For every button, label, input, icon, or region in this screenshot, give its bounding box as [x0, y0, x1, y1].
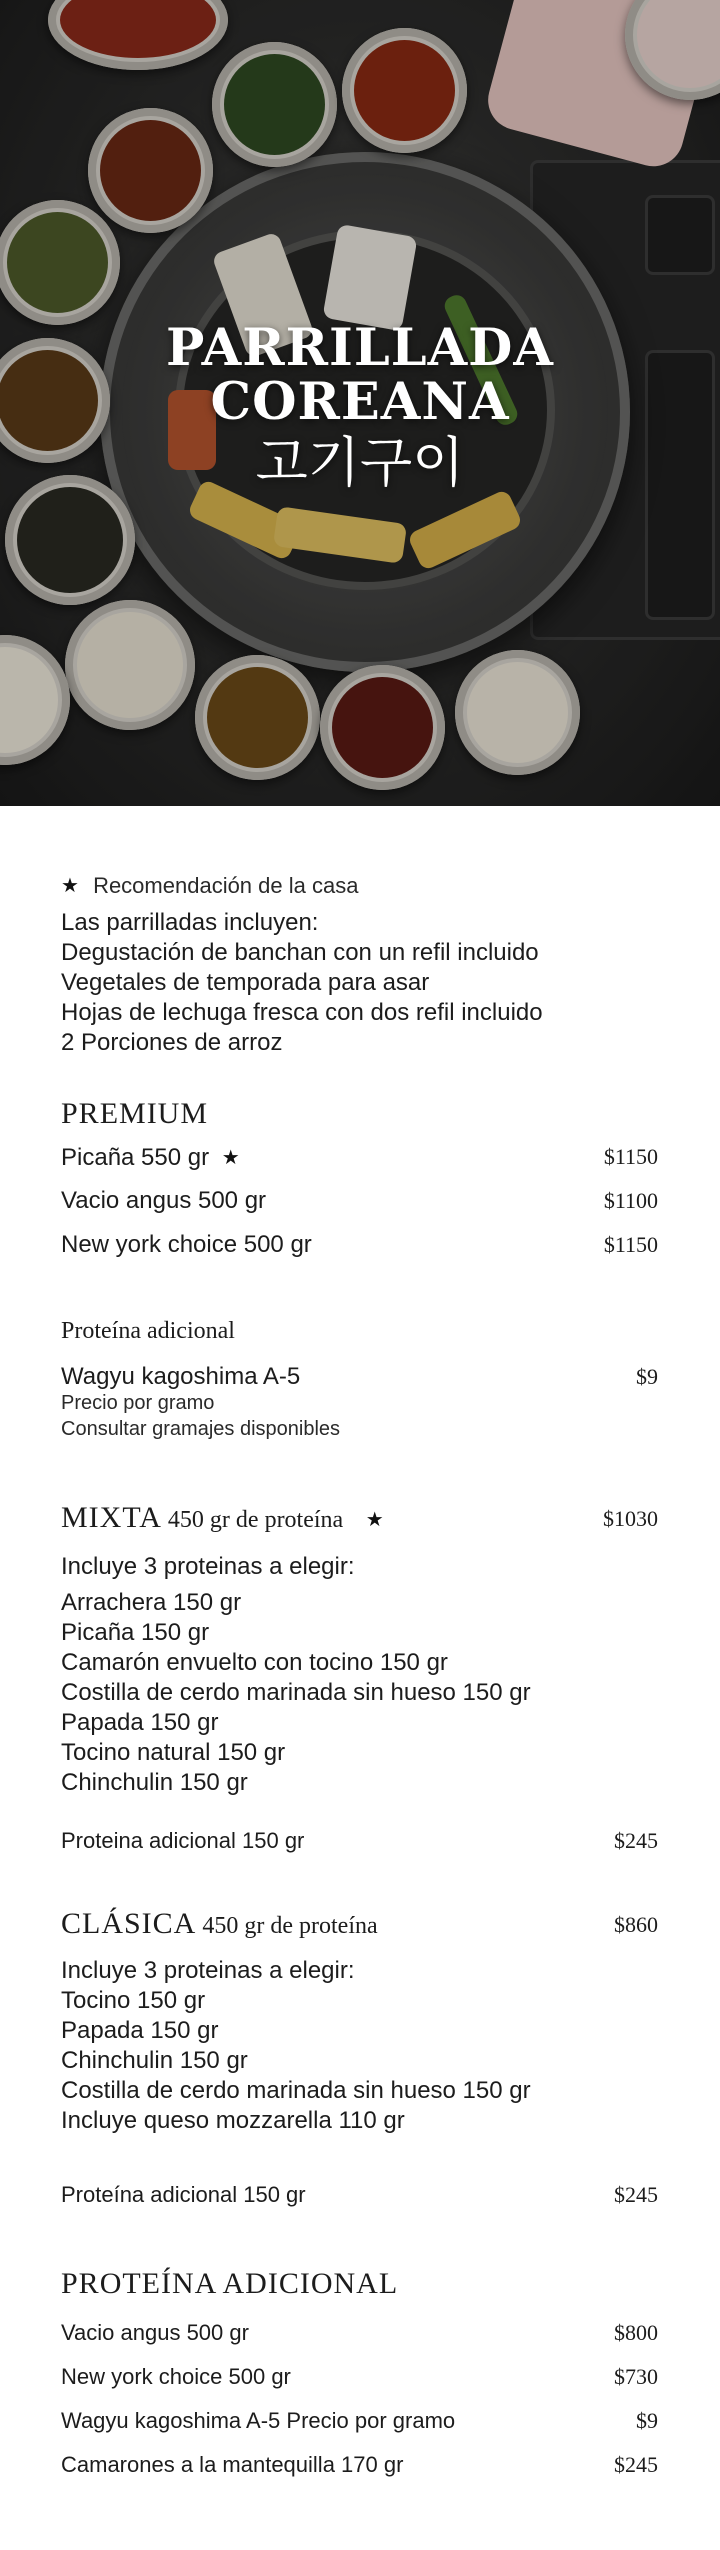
menu-item-name: Camarones a la mantequilla 170 gr	[61, 2452, 404, 2477]
menu-item-name: New york choice 500 gr	[61, 1231, 312, 1258]
includes-item: 2 Porciones de arroz	[61, 1029, 283, 1056]
menu-item-price: $9	[636, 2408, 658, 2433]
option-item: Chinchulin 150 gr	[61, 1769, 248, 1796]
option-item: Costilla de cerdo marinada sin hueso 150 gr	[61, 2077, 531, 2104]
extra-protein-heading: Proteína adicional	[61, 1318, 235, 1344]
menu-item-price: $1150	[603, 1144, 658, 1169]
menu-item-note: Consultar gramajes disponibles	[61, 1418, 341, 1440]
option-item: Costilla de cerdo marinada sin hueso 150 gr	[61, 1679, 531, 1706]
option-item: Tocino 150 gr	[61, 1987, 206, 2014]
section-intro: Incluye 3 proteinas a elegir:	[61, 1553, 355, 1580]
includes-item: Vegetales de temporada para asar	[61, 969, 430, 996]
section-title-adicional: PROTEÍNA ADICIONAL	[61, 2267, 399, 2300]
menu-item-name	[61, 1142, 240, 1173]
star-icon: ★	[61, 873, 79, 897]
menu-item-name: Wagyu kagoshima A-5 Precio por gramo	[61, 2408, 456, 2433]
menu-item-note: Precio por gramo	[61, 1392, 215, 1414]
menu-item-price: $730	[614, 2364, 658, 2389]
star-icon: ★	[365, 1507, 385, 1531]
option-item: Picaña 150 gr	[61, 1619, 210, 1646]
option-item: Papada 150 gr	[61, 1709, 219, 1736]
menu-item-label: Picaña 550 gr	[61, 1144, 210, 1171]
option-item: Chinchulin 150 gr	[61, 2047, 248, 2074]
section-price: $860	[614, 1912, 658, 1937]
section-title-clasica	[61, 1906, 378, 1944]
menu-item-price: $9	[636, 1364, 658, 1389]
section-subtitle: 450 gr de proteína	[202, 1913, 378, 1939]
section-title-premium: PREMIUM	[61, 1097, 209, 1130]
option-item: Arrachera 150 gr	[61, 1589, 242, 1616]
menu-item-price: $1100	[603, 1188, 658, 1213]
includes-heading: Las parrilladas incluyen:	[61, 909, 319, 936]
extra-protein-name: Proteina adicional 150 gr	[61, 1828, 305, 1853]
option-item: Papada 150 gr	[61, 2017, 219, 2044]
menu-item-name: Vacio angus 500 gr	[61, 2320, 249, 2345]
legend-text: Recomendación de la casa	[93, 873, 359, 898]
option-item: Incluye queso mozzarella 110 gr	[61, 2107, 405, 2134]
includes-item: Degustación de banchan con un refil incluido	[61, 939, 539, 966]
section-title-text: CLÁSICA	[61, 1907, 197, 1940]
menu-item-price: $1150	[603, 1232, 658, 1257]
legend	[61, 872, 358, 899]
menu-item-name: New york choice 500 gr	[61, 2364, 291, 2389]
menu-item-name: Wagyu kagoshima A-5	[61, 1363, 301, 1390]
hero-title-korean: 고기구이	[255, 431, 465, 494]
hero-image	[0, 0, 720, 806]
extra-protein-price: $245	[614, 2182, 658, 2207]
includes-item: Hojas de lechuga fresca con dos refil incluido	[61, 999, 543, 1026]
hero-title-line2: COREANA	[210, 372, 510, 432]
section-subtitle: 450 gr de proteína	[167, 1507, 344, 1533]
section-intro: Incluye 3 proteinas a elegir:	[61, 1957, 355, 1984]
extra-protein-price: $245	[614, 1828, 658, 1853]
section-price: $1030	[603, 1506, 658, 1531]
menu-item-price: $800	[614, 2320, 658, 2345]
menu-item-name: Vacio angus 500 gr	[61, 1187, 267, 1214]
section-title-mixta	[61, 1500, 385, 1538]
section-title-text: MIXTA	[61, 1501, 162, 1534]
extra-protein-name: Proteína adicional 150 gr	[61, 2182, 306, 2207]
menu-item-price: $245	[614, 2452, 658, 2477]
hero-title-line1: PARRILLADA	[166, 318, 554, 378]
option-item: Tocino natural 150 gr	[61, 1739, 286, 1766]
option-item: Camarón envuelto con tocino 150 gr	[61, 1649, 448, 1676]
star-icon: ★	[221, 1145, 240, 1169]
